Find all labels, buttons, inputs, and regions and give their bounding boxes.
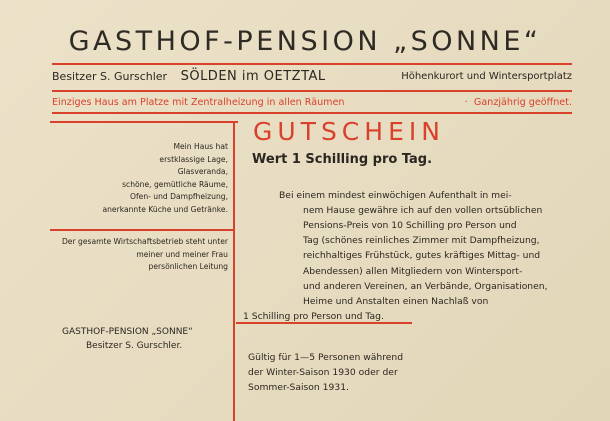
place-name: SÖLDEN im OETZTAL [180,69,326,84]
resort-label: Höhenkurort und Wintersportplatz [401,71,572,82]
body-line: Bei einem mindest einwöchigen Aufenthalt in mei- [279,190,512,201]
page-title: GASTHOF-PENSION „SONNE“ [68,26,542,57]
owner-name: Besitzer S. Gurschler [52,70,168,83]
validity-line: Gültig für 1—5 Personen während [248,352,404,363]
validity-note [248,350,403,395]
feature-line: erstklassige Lage, [159,154,228,164]
info-open-text: Ganzjährig geöffnet. [473,97,572,108]
frame-rule-horizontal [50,121,238,123]
management-line: persönlichen Leitung [148,262,228,271]
feature-line: schöne, gemütliche Räume, [122,179,228,189]
discount-line: 1 Schilling pro Person und Tag. [243,310,384,322]
feature-line: Mein Haus hat [173,142,228,151]
voucher-heading: GUTSCHEIN [253,117,445,146]
body-line: Tag (schönes reinliches Zimmer mit Dampfheizung, [303,235,540,247]
body-line: Abendessen) allen Mitgliedern von Wintersport- [303,265,523,277]
validity-line: Sommer-Saison 1931. [248,382,349,393]
body-line: reichhaltiges Frühstück, gutes kräftiges Mittag- und [303,250,541,262]
body-line: Heime und Anstalten einen Nachlaß von [303,295,489,307]
feature-line: Glasveranda, [177,167,228,176]
signature-block [62,325,193,353]
validity-line: der Winter-Saison 1930 oder der [248,367,398,378]
feature-line: anerkannte Küche und Getränke. [102,204,228,214]
info-line [52,97,572,108]
info-heating: Einziges Haus am Platze mit Zentralheizung in allen Räumen [52,97,345,108]
management-line: Der gesamte Wirtschaftsbetrieb steht unter [61,237,228,246]
voucher-value: Wert 1 Schilling pro Tag. [252,152,433,167]
header-rule-middle [52,90,572,92]
discount-underline [236,322,412,324]
header-rule-bottom [52,112,572,114]
body-line: und anderen Vereinen, an Verbände, Organisationen, [303,280,548,292]
feature-line: Ofen- und Dampfheizung, [130,192,228,201]
body-line: Pensions-Preis von 10 Schilling pro Person und [303,220,517,232]
info-open [465,97,572,108]
signature-name: GASTHOF-PENSION „SONNE“ [62,327,193,337]
owner-line [52,69,572,84]
body-line: nem Hause gewähre ich auf den vollen ortsüblichen [303,205,543,217]
signature-owner: Besitzer S. Gurschler. [86,341,183,351]
management-line: meiner und meiner Frau [136,249,228,259]
info-separator: · [464,97,468,108]
voucher-body [0,188,610,328]
header-rule-top [52,63,572,65]
